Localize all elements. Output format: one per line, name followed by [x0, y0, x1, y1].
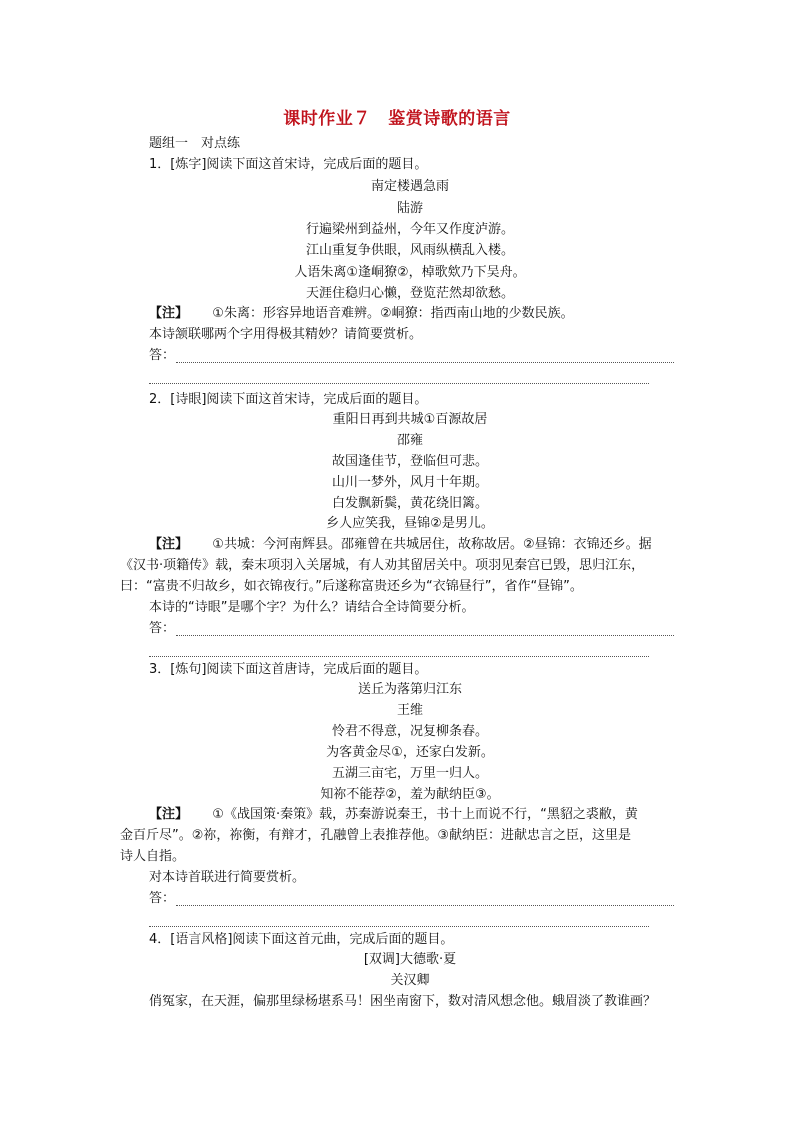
note-tag: 【注】 [149, 537, 189, 552]
q3-poem-line: 知祢不能荐②，羞为献纳臣③。 [320, 787, 500, 802]
note-tag: 【注】 [149, 306, 189, 321]
q3-author: 王维 [396, 703, 423, 718]
q2-intro: 2．[诗眼]阅读下面这首宋诗，完成后面的题目。 [149, 392, 428, 407]
q1-answer-line[interactable] [176, 362, 674, 363]
page-title: 课时作业７ 鉴赏诗歌的语言 [283, 109, 511, 129]
q3-note-text: 金百斤尽”。②祢，祢衡，有辩才，孔融曾上表推荐他。③献纳臣：进献忠言之臣，这里是 [120, 828, 632, 843]
q3-poem-line: 怜君不得意，况复柳条春。 [331, 724, 488, 739]
q3-note-text: 诗人自指。 [120, 849, 186, 864]
q4-poem-title: [双调]大德歌·夏 [363, 952, 457, 967]
q1-question: 本诗颔联哪两个字用得极其精妙？请简要赏析。 [149, 327, 423, 342]
q2-author: 邵雍 [396, 433, 423, 448]
q4-poem-text: 俏冤家，在天涯，偏那里绿杨堪系马！困坐南窗下，数对清风想念他。蛾眉淡了教谁画？ [149, 994, 657, 1009]
q1-note-text: ①朱离：形容异地语音难辨。②峒獠：指西南山地的少数民族。 [212, 306, 574, 321]
q3-answer-label: 答： [149, 891, 176, 906]
q2-poem-line: 故国逢佳节，登临但可悲。 [331, 454, 488, 469]
q2-poem-line: 乡人应笑我，昼锦②是男儿。 [326, 516, 494, 531]
q3-poem-line: 五湖三亩宅，万里一归人。 [331, 766, 488, 781]
q1-author: 陆游 [396, 201, 423, 216]
q2-poem-line: 山川一梦外，风月十年期。 [331, 475, 488, 490]
q1-poem-line: 江山重复争供眼，风雨纵横乱入楼。 [305, 243, 514, 258]
q3-note [149, 806, 638, 824]
q3-note-text: ①《战国策·秦策》载，苏秦游说秦王，书十上而说不行，“黑貂之裘敝，黄 [212, 807, 638, 822]
note-tag: 【注】 [149, 807, 189, 822]
q2-answer-line[interactable] [176, 635, 674, 636]
q2-answer-label: 答： [149, 621, 176, 636]
q1-poem-line: 天涯住稳归心懒，登览茫然却欲愁。 [305, 286, 514, 301]
q1-intro: 1．[炼字]阅读下面这首宋诗，完成后面的题目。 [149, 157, 428, 172]
q2-note-text: ①共城：今河南辉县。邵雍曾在共城居住，故称故居。②昼锦：衣锦还乡。据 [212, 537, 652, 552]
q2-poem-line: 白发飘新鬓，黄花绕旧篱。 [331, 496, 488, 511]
q2-poem-title: 重阳日再到共城①百源故居 [332, 412, 488, 427]
q4-author: 关汉卿 [390, 973, 430, 988]
q1-poem-title: 南定楼遇急雨 [370, 179, 449, 194]
group-heading: 题组一 对点练 [149, 136, 241, 151]
q1-answer-label: 答： [149, 348, 176, 363]
q3-poem-title: 送丘为落第归江东 [357, 682, 462, 697]
q1-poem-line: 行遍梁州到益州，今年又作度泸游。 [305, 222, 514, 237]
q4-intro: 4．[语言风格]阅读下面这首元曲，完成后面的题目。 [149, 932, 454, 947]
q2-question: 本诗的“诗眼”是哪个字？为什么？请结合全诗简要分析。 [149, 600, 475, 615]
q2-answer-line[interactable] [149, 656, 649, 657]
q3-question: 对本诗首联进行简要赏析。 [149, 870, 306, 885]
q1-poem-line: 人语朱离①逢峒獠②，棹歌欸乃下吴舟。 [294, 265, 526, 280]
q3-intro: 3．[炼句]阅读下面这首唐诗，完成后面的题目。 [149, 662, 428, 677]
q2-note-text: 曰：“富贵不归故乡，如衣锦夜行。”后遂称富贵还乡为“衣锦昼行”，省作“昼锦”。 [120, 579, 583, 594]
q2-note-text: 《汉书·项籍传》载，秦末项羽入关屠城，有人劝其留居关中。项羽见秦宫已毁，思归江东， [120, 558, 645, 573]
q3-answer-line[interactable] [176, 905, 674, 906]
q2-note [149, 536, 652, 554]
q1-answer-line[interactable] [149, 383, 649, 384]
q1-note [149, 305, 574, 323]
q3-answer-line[interactable] [149, 926, 649, 927]
q3-poem-line: 为客黄金尽①，还家白发新。 [326, 745, 494, 760]
